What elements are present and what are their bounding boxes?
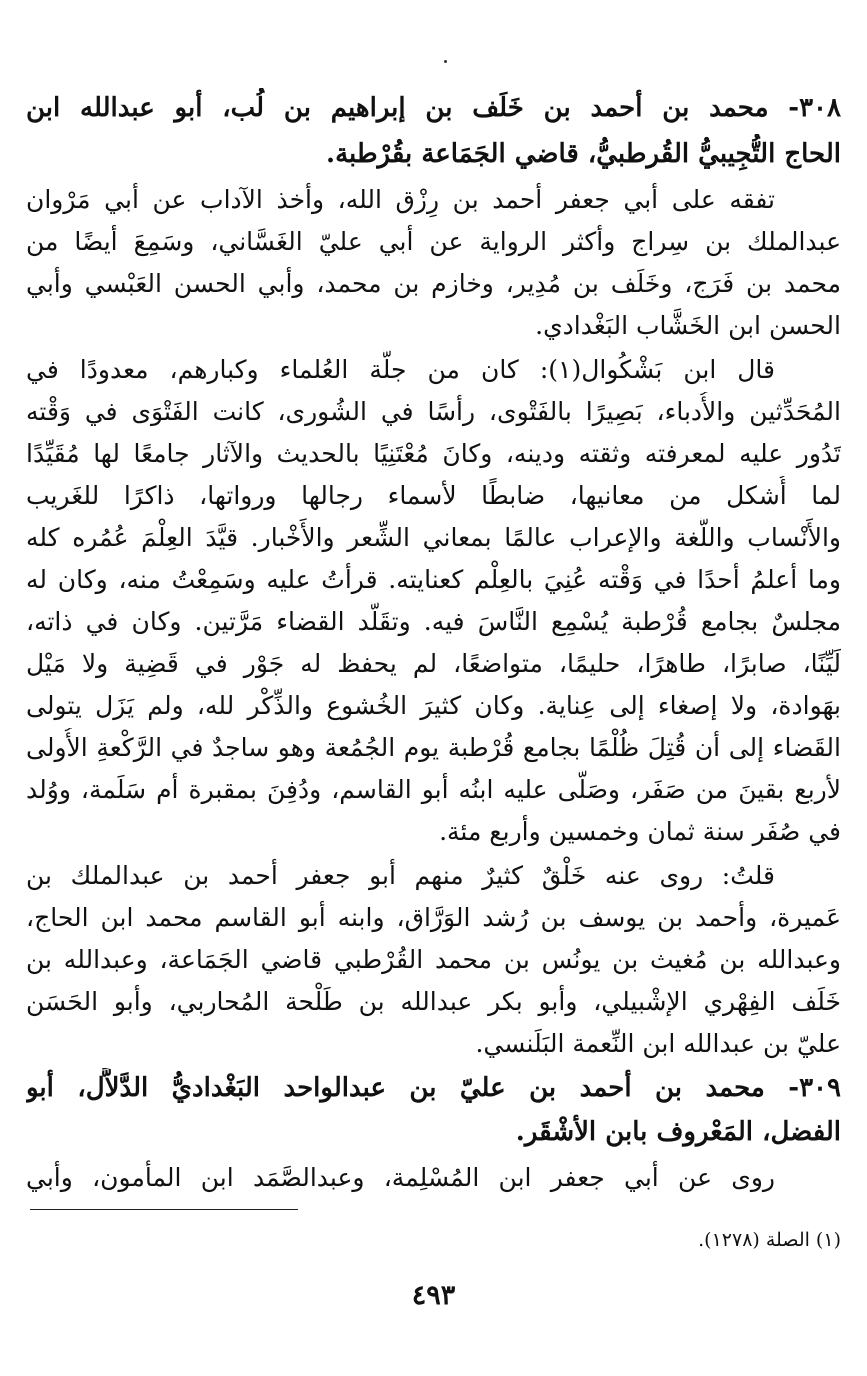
paragraph-line: لَيِّنًا، صابرًا، طاهرًا، حليمًا، متواضعًا، لم يحفظ له جَوْر في قَضِية ولا مَيْل (26, 649, 841, 678)
paragraph-line: والأَنْساب واللُّغة والإعراب عالمًا بمعاني الشِّعر والأَخْبار. قيَّدَ العِلْمَ عُمُره كله (26, 523, 841, 552)
entry-308-heading-line-1: ٣٠٨- محمد بن أحمد بن خَلَف بن إبراهيم بن لُب، أبو عبدالله ابن (26, 93, 841, 123)
paragraph-line: تفقه على أبي جعفر أحمد بن رِزْق الله، وأخذ الآداب عن أبي مَرْوان (26, 185, 775, 214)
paragraph-line: عليّ بن عبدالله ابن النِّعمة البَلَنسي. (475, 1029, 841, 1058)
paragraph-line: وما أعلمُ أحدًا في وَقْته عُنِيَ بالعِلْم كعنايته. قرأتُ عليه وسَمِعْتُ منه، وكان له (26, 565, 841, 594)
paragraph-line: تَدُور عليه لمعرفته وثقته ودينه، وكانَ مُعْتَنِيًا بالحديث والآثار جامعًا لها مُقَيِّدًا (26, 439, 841, 468)
footnote-separator (30, 1209, 298, 1210)
paragraph-line: قلتُ: روى عنه خَلْقٌ كثيرٌ منهم أبو جعفر أحمد بن عبدالملك بن (26, 861, 775, 890)
page-number: ٤٩٣ (411, 1280, 456, 1311)
paragraph-line: الحسن ابن الخَشَّاب البَغْدادي. (535, 311, 841, 340)
footnote: (١) الصلة (١٢٧٨). (698, 1229, 841, 1251)
paragraph-line: في صُفَر سنة ثمان وخمسين وأربع مئة. (439, 817, 841, 846)
paragraph-line: وعبدالله بن مُغيث بن يونُس بن محمد القُرْطبي قاضي الجَمَاعة، وعبدالله بن (26, 945, 841, 974)
paragraph-line: عبدالملك بن سِراج وأكثر الرواية عن أبي عليّ الغَسَّاني، وسَمِعَ أيضًا من (26, 227, 841, 256)
paragraph-line: القَضاء إلى أن قُتِلَ ظُلْمًا بجامع قُرْطبة يوم الجُمُعة وهو ساجدٌ في الرَّكْعةِ الأُولى (26, 733, 841, 762)
paragraph-line: قال ابن بَشْكُوال(١): كان من جلَّة العُلماء وكبارهم، معدودًا في (26, 355, 775, 384)
paragraph-line: عَميرة، وأحمد بن يوسف بن رُشد الوَرَّاق، وابنه أبو القاسم محمد ابن الحاج، (26, 903, 841, 932)
entry-309-heading-line-2: الفضل، المَعْروف بابن الأشْقَر. (515, 1117, 841, 1147)
paragraph-line: لأربع بقينَ من صَفَر، وصَلَّى عليه ابنُه أبو القاسم، ودُفِنَ بمقبرة أم سَلَمة، ووُلد (26, 775, 841, 804)
entry-308-heading-line-2: الحاج التُّجِيبيُّ القُرطبيُّ، قاضي الجَمَاعة بقُرْطبة. (326, 139, 841, 169)
entry-309-heading-line-1: ٣٠٩- محمد بن أحمد بن عليّ بن عبدالواحد البَغْداديُّ الدَّلاَّل، أبو (26, 1073, 841, 1103)
paragraph-line: خَلَف الفِهْري الإشْبيلي، وأبو بكر عبدالله بن طَلْحة المُحاربي، وأبو الحَسَن (26, 987, 841, 1016)
print-speck (444, 60, 447, 63)
paragraph-line: بهَوادة، ولا إصغاء إلى عِناية. وكان كثيرَ الخُشوع والذِّكْر لله، ولم يَزَل يتولى (26, 691, 841, 720)
paragraph-line: مجلسٌ بجامع قُرْطبة يُسْمِع النَّاسَ فيه. وتقَلَّد القضاء مَرَّتين. وكان في ذاته، (26, 607, 841, 636)
paragraph-line: روى عن أبي جعفر ابن المُسْلِمة، وعبدالصَّمَد ابن المأمون، وأبي (26, 1163, 775, 1192)
paragraph-line: لما أُشكل من معانيها، ضابطًا لأسماء رجالها ورواتها، ذاكرًا للغَريب (26, 481, 841, 510)
paragraph-line: محمد بن فَرَج، وخَلَف بن مُدِير، وخازم بن محمد، وأبي الحسن العَبْسي وأبي (26, 269, 841, 298)
paragraph-line: المُحَدِّثين والأُدباء، بَصِيرًا بالفَتْوى، رأسًا في الشُورى، كانت الفَتْوَى في وَقْته (26, 397, 841, 426)
